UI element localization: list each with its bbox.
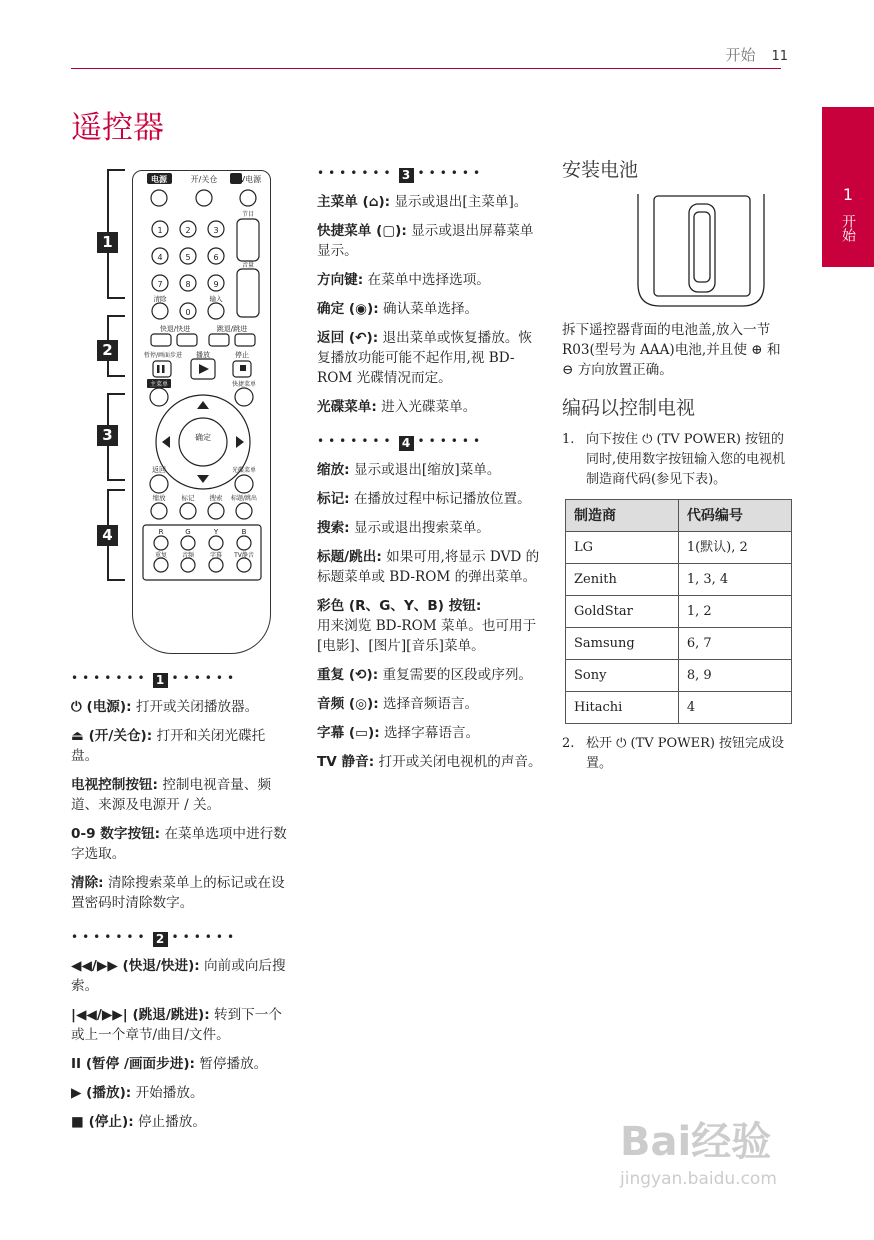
svg-text:返回: 返回 [152, 466, 166, 474]
item: 电视控制按钮: 控制电视音量、频道、来源及电源开 / 关。 [71, 777, 272, 813]
table-row: Samsung 6, 7 [566, 628, 792, 660]
svg-text:播放: 播放 [196, 351, 210, 359]
item: 方向键: 在菜单中选择选项。 [317, 272, 490, 288]
svg-text:停止: 停止 [235, 351, 249, 359]
group-4-marker: 4 [399, 436, 414, 451]
svg-text:搜索: 搜索 [209, 494, 223, 502]
watermark [620, 1110, 777, 1189]
group-1-marker: 1 [153, 673, 168, 688]
svg-text:主菜单: 主菜单 [149, 381, 169, 388]
watermark-brand: Bai经验 [620, 1119, 772, 1165]
side-tab[interactable] [822, 107, 874, 267]
svg-text:快捷菜单: 快捷菜单 [231, 381, 257, 388]
item: 字幕 (▭): 选择字幕语言。 [317, 725, 480, 741]
item: 标题/跳出: 如果可用,将显示 DVD 的标题菜单或 BD-ROM 的弹出菜单。 [317, 549, 540, 585]
group-3-marker: 3 [399, 168, 414, 183]
svg-text:Y: Y [213, 528, 219, 536]
svg-text:确定: 确定 [195, 433, 211, 442]
open-close-button [196, 190, 212, 206]
column-2 [317, 163, 545, 781]
svg-text:G: G [185, 528, 191, 536]
group-2-divider: ••••••• 2 •••••• [71, 930, 239, 946]
svg-text:6: 6 [213, 253, 219, 262]
item: 0-9 数字按钮: 在菜单选项中进行数字选取。 [71, 826, 287, 862]
step-1: 1. 向下按住 ⏻ (TV POWER) 按钮的同时,使用数字按钮输入您的电视机制造商代码(参见下表)。 [562, 432, 786, 487]
table-header-row: 制造商 代码编号 [566, 500, 792, 532]
svg-text:R: R [158, 528, 164, 536]
table-row: Zenith 1, 3, 4 [566, 564, 792, 596]
item: 缩放: 显示或退出[缩放]菜单。 [317, 462, 501, 478]
item: 标记: 在播放过程中标记播放位置。 [317, 491, 531, 507]
item: 主菜单 (⌂): 显示或退出[主菜单]。 [317, 194, 528, 210]
remote-tvpower-label: TV电源 [234, 175, 262, 184]
item: ▶ (播放): 开始播放。 [71, 1085, 204, 1101]
item: 彩色 (R、G、Y、B) 按钮: 用来浏览 BD-ROM 菜单。也可用于[电影]、[图片][音乐]菜单。 [317, 598, 537, 654]
column-3 [562, 160, 794, 783]
remote-open-label: 开/关仓 [190, 175, 218, 184]
page-header [725, 44, 788, 65]
svg-text:缩放: 缩放 [152, 494, 166, 502]
side-tab-number: 1 [842, 185, 854, 204]
item: ⏏ (开/关仓): 打开和关闭光碟托盘。 [71, 728, 266, 764]
item: 清除: 清除搜索菜单上的标记或在设置密码时清除数字。 [71, 875, 285, 911]
item: 确定 (◉): 确认菜单选择。 [317, 301, 479, 317]
callout-3: 3 [97, 425, 118, 446]
group-4-divider: ••••••• 4 •••••• [317, 434, 485, 450]
svg-text:2: 2 [185, 226, 191, 235]
item: ◀◀/▶▶ (快退/快进): 向前或向后搜索。 [71, 958, 286, 994]
item: |◀◀/▶▶| (跳退/跳进): 转到下一个或上一个章节/曲目/文件。 [71, 1007, 282, 1043]
svg-text:3: 3 [213, 226, 219, 235]
item: 快捷菜单 (▢): 显示或退出屏幕菜单显示。 [317, 223, 534, 259]
group-1-divider: ••••••• 1 •••••• [71, 671, 239, 687]
header-section: 开始 [725, 46, 756, 64]
svg-text:暂停/画面步进: 暂停/画面步进 [143, 352, 183, 359]
side-tab-label: 开始 [840, 214, 856, 242]
item: TV 静音: 打开或关闭电视机的声音。 [317, 754, 542, 770]
svg-text:音频: 音频 [181, 552, 195, 559]
tv-code-title: 编码以控制电视 [562, 397, 696, 419]
header-rule [71, 68, 781, 69]
item: 搜索: 显示或退出搜索菜单。 [317, 520, 490, 536]
svg-text:音量: 音量 [241, 262, 255, 269]
tv-power-button [240, 190, 256, 206]
svg-text:光碟菜单: 光碟菜单 [231, 467, 257, 474]
svg-text:清除: 清除 [153, 295, 167, 303]
item: 音频 (◎): 选择音频语言。 [317, 696, 479, 712]
item: ■ (停止): 停止播放。 [71, 1114, 206, 1130]
group-3-divider: ••••••• 3 •••••• [317, 166, 485, 182]
battery-illustration [634, 192, 774, 310]
battery-title: 安装电池 [562, 159, 639, 181]
step-2: 2. 松开 ⏻ (TV POWER) 按钮完成设置。 [562, 736, 785, 771]
svg-text:B: B [241, 528, 247, 536]
item: ⏻ (电源): 打开或关闭播放器。 [71, 699, 259, 715]
remote-power-label: 电源 [151, 175, 167, 184]
callout-2: 2 [97, 340, 118, 361]
power-button [151, 190, 167, 206]
svg-text:8: 8 [185, 280, 191, 289]
svg-text:1: 1 [157, 226, 163, 235]
callout-4: 4 [97, 525, 118, 546]
remote-control [132, 170, 271, 654]
svg-text:快退/快进: 快退/快进 [159, 325, 191, 333]
group-2-marker: 2 [153, 932, 168, 947]
svg-text:5: 5 [185, 253, 191, 262]
item: II (暂停 /画面步进): 暂停播放。 [71, 1056, 268, 1072]
svg-text:7: 7 [157, 280, 163, 289]
svg-text:标记: 标记 [181, 494, 195, 502]
svg-text:4: 4 [157, 253, 163, 262]
svg-text:标题/跳出: 标题/跳出 [230, 495, 258, 502]
tv-code-table [565, 499, 792, 724]
table-row: Hitachi 4 [566, 692, 792, 724]
watermark-url: jingyan.baidu.com [620, 1169, 777, 1189]
svg-text:字幕: 字幕 [209, 552, 223, 559]
table-row: LG 1(默认), 2 [566, 532, 792, 564]
svg-text:跳退/跳进: 跳退/跳进 [216, 325, 248, 333]
svg-text:0: 0 [185, 308, 191, 317]
page-number: 11 [771, 49, 788, 64]
svg-text:输入: 输入 [209, 295, 223, 303]
svg-text:TV静音: TV静音 [234, 552, 254, 559]
table-row: Sony 8, 9 [566, 660, 792, 692]
svg-text:重复: 重复 [154, 552, 168, 559]
battery-text: 拆下遥控器背面的电池盖,放入一节 R03(型号为 AAA)电池,并且使 ⊕ 和 ⊖ 方向放置正确。 [562, 322, 781, 378]
callout-1: 1 [97, 232, 118, 253]
column-1 [71, 668, 291, 1141]
table-row: GoldStar 1, 2 [566, 596, 792, 628]
svg-text:9: 9 [213, 280, 219, 289]
remote-drawing [133, 171, 270, 653]
item: 光碟菜单: 进入光碟菜单。 [317, 399, 477, 415]
item: 重复 (⟲): 重复需要的区段或序列。 [317, 667, 533, 683]
svg-text:节目: 节目 [241, 211, 255, 218]
item: 返回 (↶): 退出菜单或恢复播放。恢复播放功能可能不起作用,视 BD-ROM 光碟情况而定。 [317, 330, 533, 386]
page-title: 遥控器 [71, 110, 164, 146]
